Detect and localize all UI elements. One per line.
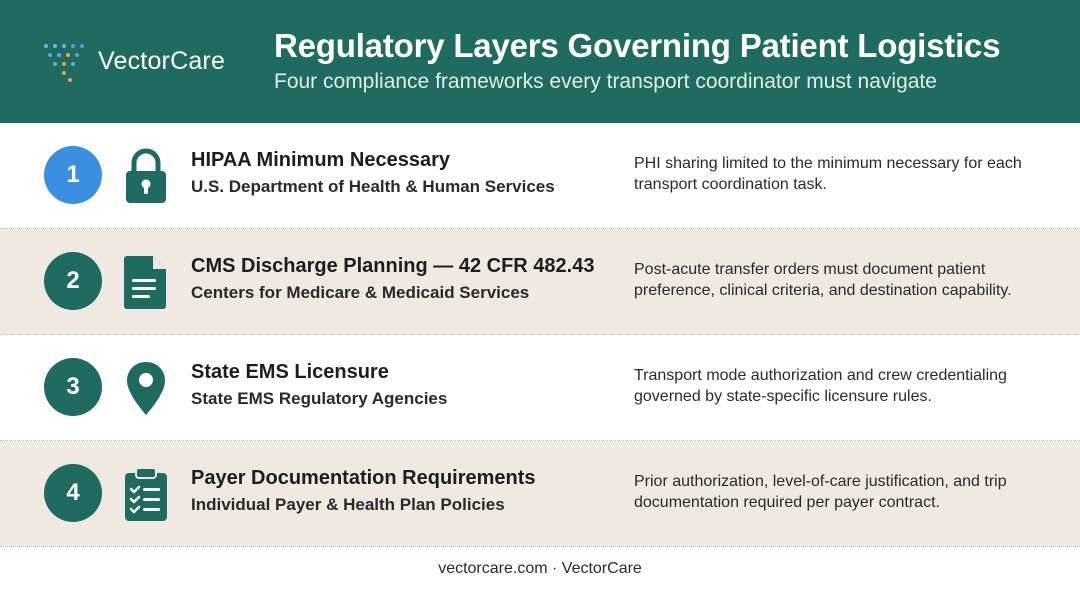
framework-row-cms (0, 229, 1080, 334)
framework-agency: Centers for Medicare & Medicaid Services (191, 283, 530, 302)
document-icon (122, 253, 170, 311)
row-number-badge: 2 (44, 252, 102, 310)
brand-name: VectorCare (98, 46, 226, 75)
page-title: Regulatory Layers Governing Patient Logistics (274, 27, 1001, 64)
vectorcare-logo[interactable] (44, 36, 225, 86)
framework-agency: Individual Payer & Health Plan Policies (191, 495, 505, 514)
framework-description: Prior authorization, level-of-care justification, and trip documentation required per payer contract. (634, 473, 1007, 511)
row-number-badge: 1 (44, 146, 102, 204)
logo-dots-icon (44, 38, 86, 84)
framework-name: Payer Documentation Requirements (191, 467, 536, 489)
framework-name: HIPAA Minimum Necessary (191, 149, 450, 171)
framework-name: CMS Discharge Planning — 42 CFR 482.43 (191, 255, 595, 277)
lock-icon (122, 147, 170, 205)
framework-agency: State EMS Regulatory Agencies (191, 389, 448, 408)
row-number-badge: 4 (44, 464, 102, 522)
framework-row-hipaa (0, 123, 1080, 228)
row-divider (0, 546, 1080, 547)
framework-row-payer (0, 441, 1080, 546)
framework-description: Transport mode authorization and crew credentialing governed by state-specific licensure rules. (634, 367, 1007, 405)
map-pin-icon (122, 359, 170, 417)
framework-name: State EMS Licensure (191, 361, 389, 383)
framework-agency: U.S. Department of Health & Human Services (191, 177, 555, 196)
framework-description: Post-acute transfer orders must document patient preference, clinical criteria, and destination capability. (634, 261, 1012, 299)
framework-description: PHI sharing limited to the minimum necessary for each transport coordination task. (634, 155, 1022, 193)
framework-row-ems (0, 335, 1080, 440)
row-number-badge: 3 (44, 358, 102, 416)
page-subtitle: Four compliance frameworks every transport coordinator must navigate (274, 70, 937, 93)
header-banner (0, 0, 1080, 123)
clipboard-checklist-icon (122, 465, 170, 523)
footer-text[interactable]: vectorcare.com · VectorCare (438, 560, 642, 577)
